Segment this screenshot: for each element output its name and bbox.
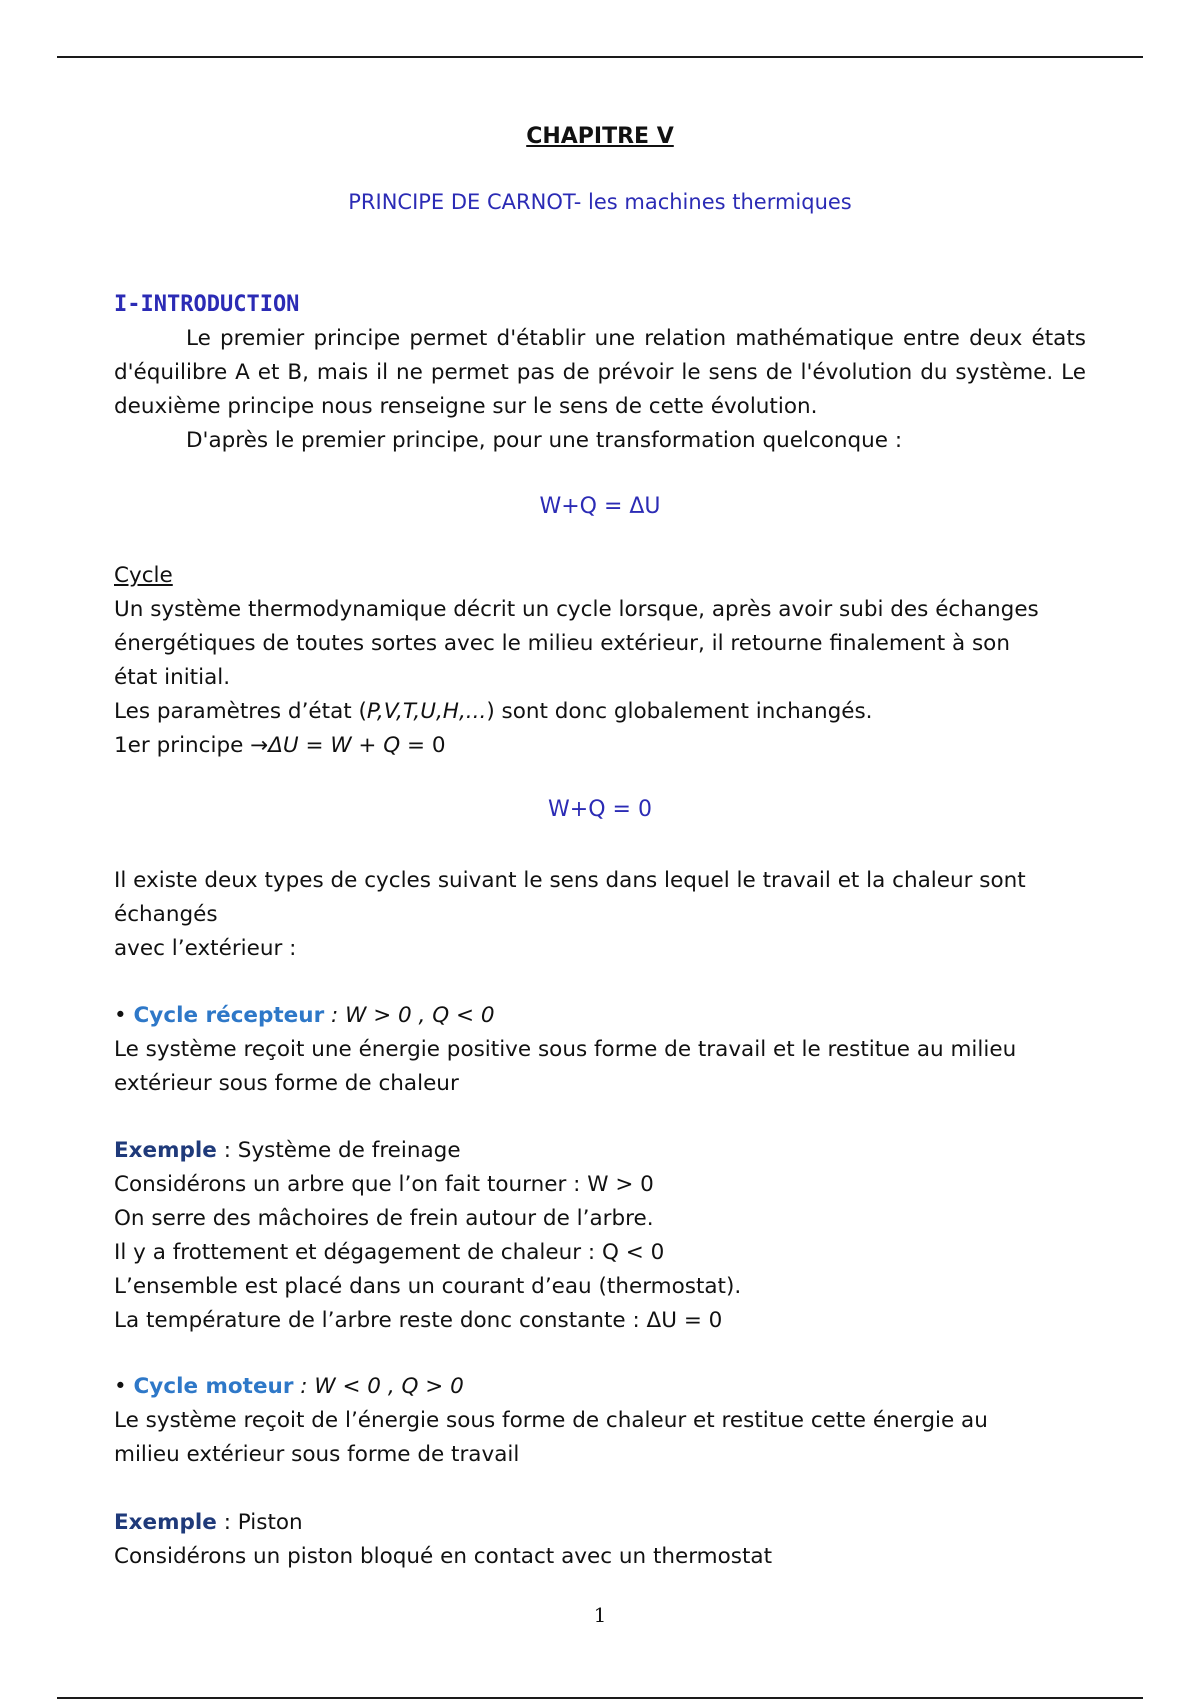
receiver-cycle-condition: : W > 0 , Q < 0 bbox=[324, 1003, 495, 1028]
piston-example-block bbox=[114, 1506, 1086, 1574]
params-suffix: ) sont donc globalement inchangés. bbox=[486, 699, 873, 724]
bullet: • bbox=[114, 1003, 127, 1028]
braking-example-line: Considérons un arbre que l’on fait tourner : W > 0 bbox=[114, 1172, 654, 1197]
example-title: : Système de freinage bbox=[216, 1138, 461, 1163]
example-label: Exemple bbox=[114, 1510, 217, 1535]
principle-suffix: = 0 bbox=[400, 733, 446, 758]
motor-cycle-heading bbox=[114, 1370, 1086, 1404]
receiver-description-line-1: Le système reçoit une énergie positive sous forme de travail et le restitue au milieu bbox=[114, 1037, 1017, 1062]
bullet: • bbox=[114, 1374, 127, 1399]
page-number: 1 bbox=[593, 1603, 607, 1627]
cycle-types-line-3: avec l’extérieur : bbox=[114, 936, 297, 961]
motor-description-line-1: Le système reçoit de l’énergie sous forme de chaleur et restitue cette énergie au bbox=[114, 1408, 988, 1433]
intro-paragraph-1: Le premier principe permet d'établir une relation mathématique entre deux états d'équilibre A et B, mais il ne permet pas de prévoir le sens de l'évolution du système. Le deuxième principe nous renseigne sur le sens de cette évolution. bbox=[114, 326, 1086, 419]
motor-cycle-block bbox=[114, 1370, 1086, 1472]
params-variables: P,V,T,U,H,... bbox=[366, 699, 487, 724]
cycle-types-intro bbox=[114, 864, 1086, 966]
top-rule bbox=[57, 56, 1143, 58]
chapter-title: CHAPITRE V bbox=[526, 124, 674, 149]
first-principle-line bbox=[114, 729, 1086, 763]
braking-example-line: Il y a frottement et dégagement de chaleur : Q < 0 bbox=[114, 1240, 665, 1265]
cycle-definition-line-2: énergétiques de toutes sortes avec le milieu extérieur, il retourne finalement à son bbox=[114, 631, 1010, 656]
piston-example-heading bbox=[114, 1506, 1086, 1540]
chapter-subtitle: PRINCIPE DE CARNOT- les machines thermiques bbox=[348, 190, 852, 214]
braking-example-block bbox=[114, 1134, 1086, 1338]
receiver-cycle-heading bbox=[114, 999, 1086, 1033]
motor-cycle-name: Cycle moteur bbox=[133, 1374, 294, 1399]
receiver-description-line-2: extérieur sous forme de chaleur bbox=[114, 1071, 459, 1096]
example-title: : Piston bbox=[216, 1510, 303, 1535]
principle-equation: ΔU = W + Q bbox=[268, 733, 401, 758]
state-parameters-line bbox=[114, 695, 1086, 729]
cycle-definition-line-1: Un système thermodynamique décrit un cycle lorsque, après avoir subi des échanges bbox=[114, 597, 1039, 622]
formula-cycle: W+Q = 0 bbox=[548, 797, 652, 822]
params-prefix: Les paramètres d’état ( bbox=[114, 699, 367, 724]
piston-example-line: Considérons un piston bloqué en contact avec un thermostat bbox=[114, 1544, 773, 1569]
formula-first-principle: W+Q = ΔU bbox=[539, 494, 661, 519]
cycle-types-line-1: Il existe deux types de cycles suivant le sens dans lequel le travail et la chaleur sont bbox=[114, 868, 1026, 893]
motor-description-line-2: milieu extérieur sous forme de travail bbox=[114, 1442, 520, 1467]
receiver-cycle-name: Cycle récepteur bbox=[133, 1003, 325, 1028]
braking-example-line: La température de l’arbre reste donc constante : ΔU = 0 bbox=[114, 1308, 723, 1333]
cycle-definition-line-3: état initial. bbox=[114, 665, 231, 690]
motor-cycle-condition: : W < 0 , Q > 0 bbox=[293, 1374, 464, 1399]
cycle-types-line-2: échangés bbox=[114, 902, 218, 927]
principle-prefix: 1er principe → bbox=[114, 733, 269, 758]
braking-example-line: L’ensemble est placé dans un courant d’eau (thermostat). bbox=[114, 1274, 742, 1299]
intro-paragraph-2: D'après le premier principe, pour une transformation quelconque : bbox=[186, 428, 903, 453]
receiver-cycle-block bbox=[114, 999, 1086, 1101]
cycle-section bbox=[114, 559, 1086, 763]
example-label: Exemple bbox=[114, 1138, 217, 1163]
cycle-title: Cycle bbox=[114, 563, 173, 588]
braking-example-heading bbox=[114, 1134, 1086, 1168]
section-heading-introduction: I-INTRODUCTION bbox=[114, 292, 300, 317]
bottom-rule bbox=[57, 1697, 1143, 1699]
braking-example-line: On serre des mâchoires de frein autour de l’arbre. bbox=[114, 1206, 654, 1231]
